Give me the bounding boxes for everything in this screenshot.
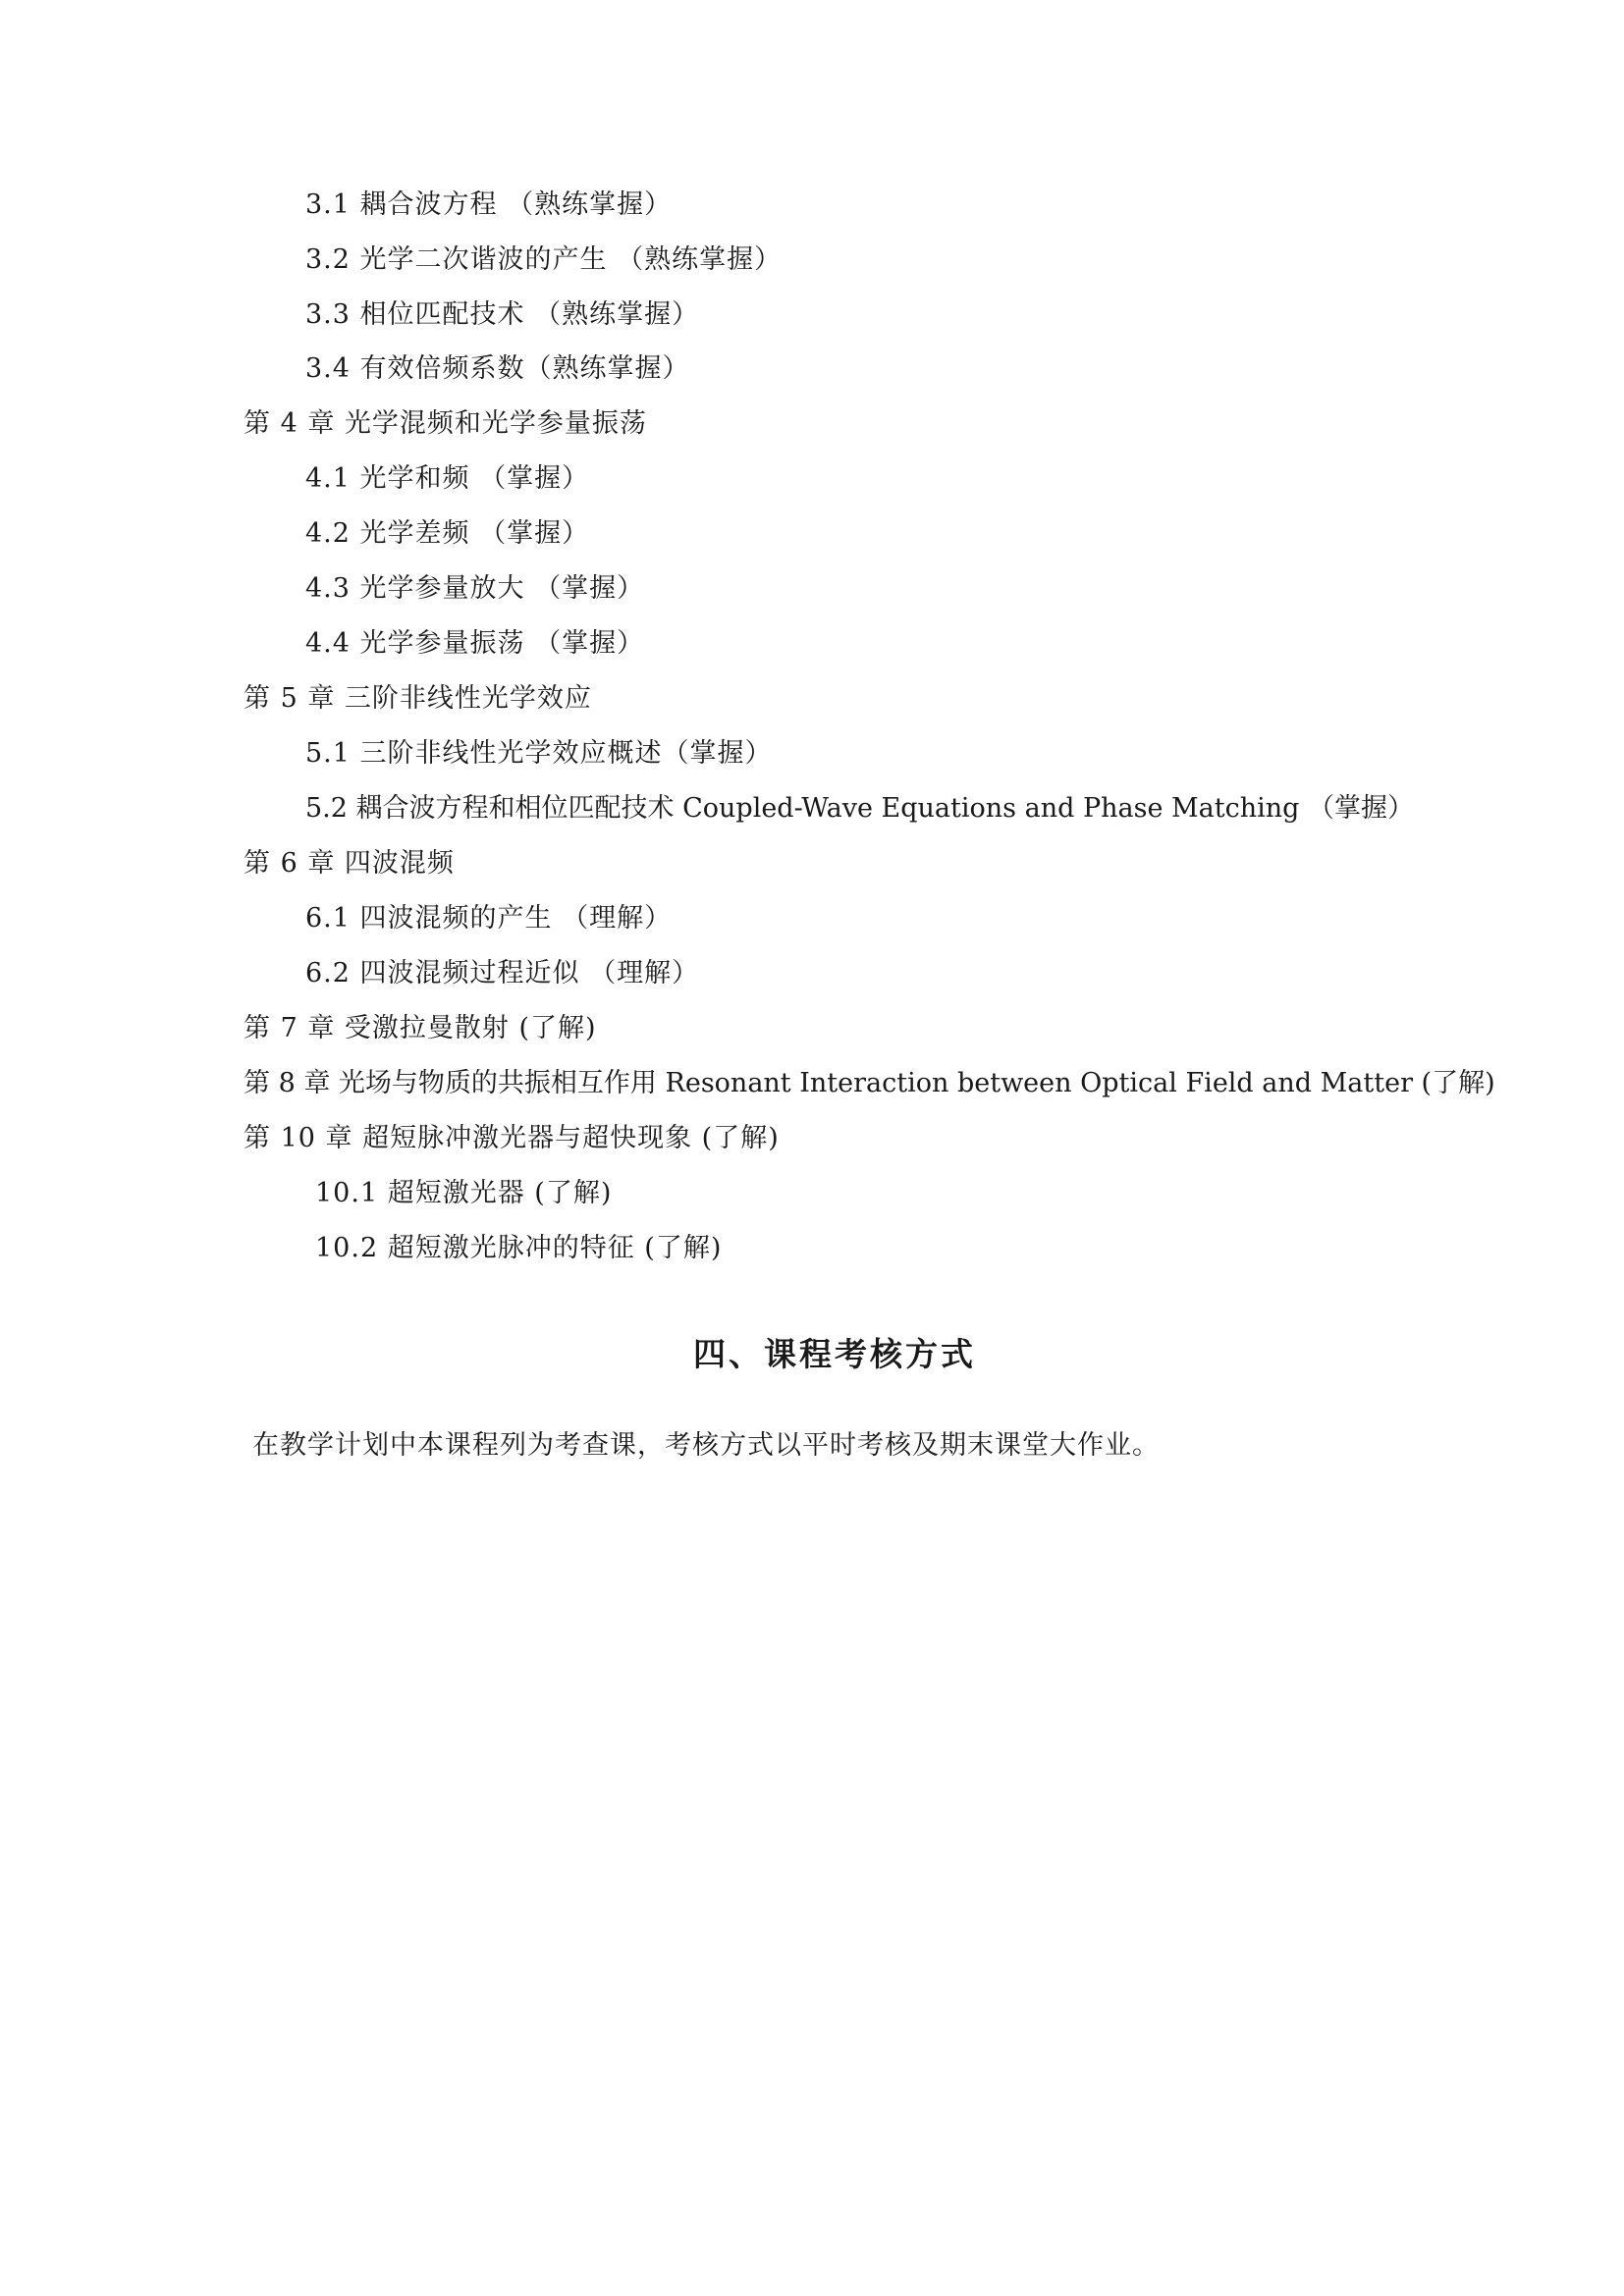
toc-section-5-1: 5.1 三阶非线性光学效应概述（掌握） [305, 738, 773, 769]
toc-section-4-3: 4.3 光学参量放大 （掌握） [305, 573, 645, 604]
toc-chapter-4: 第 4 章 光学混频和光学参量振荡 [244, 408, 647, 439]
toc-section-6-2: 6.2 四波混频过程近似 （理解） [305, 958, 700, 988]
toc-section-4-1: 4.1 光学和频 （掌握） [305, 463, 590, 494]
toc-section-3-3: 3.3 相位匹配技术 （熟练掌握） [305, 299, 700, 330]
toc-section-5-2: 5.2 耦合波方程和相位匹配技术 Coupled-Wave Equations and Phase Matching （掌握） [305, 793, 1415, 824]
toc-chapter-10: 第 10 章 超短脉冲激光器与超快现象 (了解) [244, 1123, 780, 1153]
toc-section-10-1: 10.1 超短激光器 (了解) [315, 1178, 613, 1208]
toc-chapter-7: 第 7 章 受激拉曼散射 (了解) [244, 1013, 597, 1043]
toc-section-4-4: 4.4 光学参量振荡 （掌握） [305, 628, 645, 659]
toc-section-3-2: 3.2 光学二次谐波的产生 （熟练掌握） [305, 244, 783, 275]
toc-section-4-2: 4.2 光学差频 （掌握） [305, 518, 590, 549]
toc-section-10-2: 10.2 超短激光脉冲的特征 (了解) [315, 1233, 723, 1263]
toc-section-3-4: 3.4 有效倍频系数（熟练掌握） [305, 353, 690, 384]
assessment-heading: 四、课程考核方式 [693, 1335, 976, 1373]
toc-chapter-5: 第 5 章 三阶非线性光学效应 [244, 683, 592, 714]
toc-section-6-1: 6.1 四波混频的产生 （理解） [305, 903, 673, 934]
toc-chapter-6: 第 6 章 四波混频 [244, 848, 455, 879]
toc-section-3-1: 3.1 耦合波方程 （熟练掌握） [305, 189, 673, 220]
toc-chapter-8: 第 8 章 光场与物质的共振相互作用 Resonant Interaction between Optical Field and Matter (了解) [244, 1068, 1495, 1098]
assessment-paragraph: 在教学计划中本课程列为考查课，考核方式以平时考核及期末课堂大作业。 [252, 1430, 1160, 1461]
